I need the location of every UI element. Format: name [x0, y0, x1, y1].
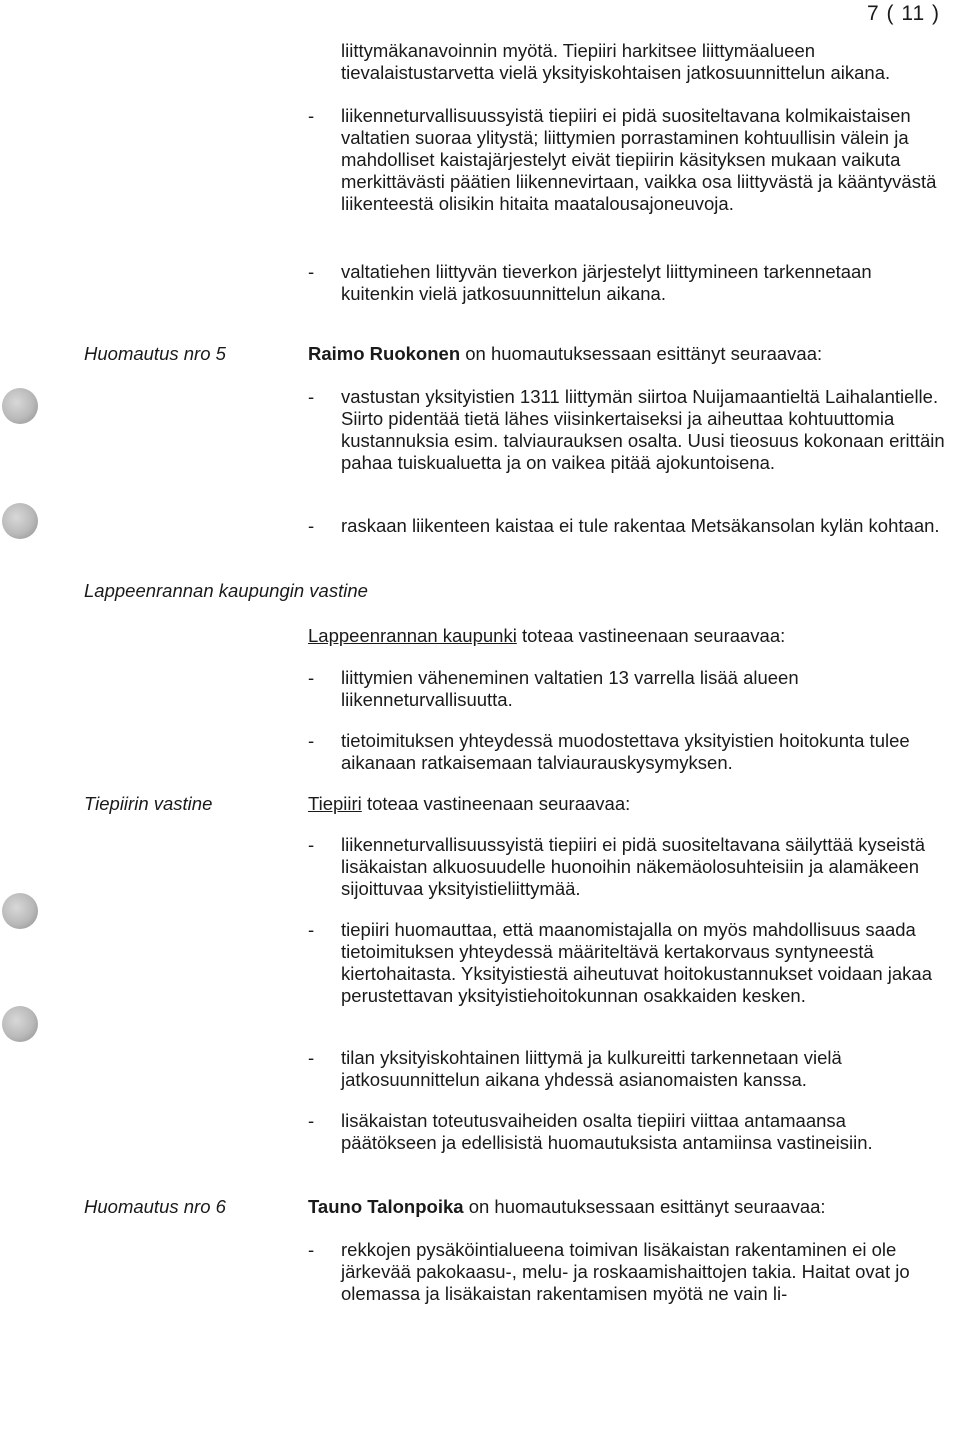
punch-hole-mark [2, 503, 38, 539]
list-item: liikenneturvallisuussyistä tiepiiri ei pidä suositeltavana kolmikaistaisen valtatien suoraa ylitystä; liittymien porrastaminen kohtuullisin välein ja mahdolliset kaistajärjestelyt eivät tiepiirin käsityksen mukaan vaikuta merkittävästi päätien liikennevirtaan, vaikka osa liittyvästä ja kääntyvästä liikenteestä olisikin hitaita maatalousajoneuvoja. [341, 105, 937, 214]
remark-6-heading [308, 1196, 948, 1218]
list-item: lisäkaistan toteutusvaiheiden osalta tiepiiri viittaa antamaansa päätökseen ja edellisistä huomautuksista antamiinsa vastineisiin. [341, 1110, 873, 1153]
list-item: tietoimituksen yhteydessä muodostettava yksityistien hoitokunta tulee aikanaan ratkaisemaan talviaurauskysymyksen. [341, 730, 910, 773]
district-response-label: Tiepiirin vastine [84, 793, 213, 814]
list-item: tilan yksityiskohtainen liittymä ja kulkureitti tarkennetaan vielä jatkosuunnittelun aikana yhdessä asianomaisten kanssa. [341, 1047, 842, 1090]
list-item: rekkojen pysäköintialueena toimivan lisäkaistan rakentaminen ei ole järkevää pakokaasu-, melu- ja roskaamishaittojen takia. Haitat ovat jo olemassa ja lisäkaistan rakentamisen myötä ne vain li- [341, 1239, 910, 1304]
bullet-dash: - [308, 386, 315, 407]
page-number: 7 ( 11 ) [867, 2, 940, 25]
bullet-dash: - [308, 730, 315, 751]
punch-hole-mark [2, 893, 38, 929]
bullet-dash: - [308, 919, 315, 940]
remark-6-intro: on huomautuksessaan esittänyt seuraavaa: [468, 1196, 826, 1217]
remark-6-name: Tauno Talonpoika [308, 1196, 464, 1217]
list-item: valtatiehen liittyvän tieverkon järjestelyt liittymineen tarkennetaan kuitenkin vielä jatkosuunnittelun aikana. [341, 261, 872, 304]
bullet-dash: - [308, 1047, 315, 1068]
bullet-dash: - [308, 105, 315, 126]
bullet-dash: - [308, 1239, 315, 1260]
list-item: tiepiiri huomauttaa, että maanomistajalla on myös mahdollisuus saada tietoimituksen yhteydessä määriteltävä kertakorvaus syntyneestä kiertohaitasta. Yksityistiestä aiheutuvat hoitokustannukset voidaan jakaa perustettavan yksityistiehoitokunnan osakkaiden kesken. [341, 919, 932, 1006]
city-response-label: Lappeenrannan kaupungin vastine [84, 580, 368, 601]
remark-5-intro: on huomautuksessaan esittänyt seuraavaa: [465, 343, 823, 364]
bullet-dash: - [308, 1110, 315, 1131]
list-item: liikenneturvallisuussyistä tiepiiri ei pidä suositeltavana säilyttää kyseistä lisäkaistan alkuosuudelle huonoihin näkemäolosuhteisiin ja alamäkeen sijoittuvaa yksityistieliittymää. [341, 834, 926, 899]
remark-6-label: Huomautus nro 6 [84, 1196, 226, 1217]
district-response-heading [308, 793, 948, 815]
bullet-dash: - [308, 515, 315, 536]
continuation-paragraph: liittymäkanavoinnin myötä. Tiepiiri harkitsee liittymäalueen tievalaistustarvetta vielä yksityiskohtaisen jatkosuunnittelun aikana. [341, 40, 891, 83]
list-item: raskaan liikenteen kaistaa ei tule rakentaa Metsäkansolan kylän kohtaan. [341, 515, 940, 536]
district-response-intro: toteaa vastineenaan seuraavaa: [366, 793, 631, 814]
remark-5-heading [308, 343, 948, 365]
city-response-subject: Lappeenrannan kaupunki [308, 625, 517, 646]
bullet-dash: - [308, 834, 315, 855]
city-response-heading [308, 625, 948, 647]
punch-hole-mark [2, 1006, 38, 1042]
list-item: vastustan yksityistien 1311 liittymän siirtoa Nuijamaantieltä Laihalantielle. Siirto pidentää tietä lähes viisinkertaiseksi ja aiheuttaa kohtuuttomia kustannuksia esim. talviaurauksen osalta. Uusi tieosuus kokonaan erittäin pahaa tuiskualuetta ja on vaikea pitää ajokuntoisena. [341, 386, 945, 473]
list-item: liittymien väheneminen valtatien 13 varrella lisää alueen liikenneturvallisuutta. [341, 667, 799, 710]
punch-hole-mark [2, 388, 38, 424]
city-response-intro: toteaa vastineenaan seuraavaa: [521, 625, 786, 646]
bullet-dash: - [308, 261, 315, 282]
remark-5-name: Raimo Ruokonen [308, 343, 461, 364]
remark-5-label: Huomautus nro 5 [84, 343, 226, 364]
district-response-subject: Tiepiiri [308, 793, 362, 814]
bullet-dash: - [308, 667, 315, 688]
